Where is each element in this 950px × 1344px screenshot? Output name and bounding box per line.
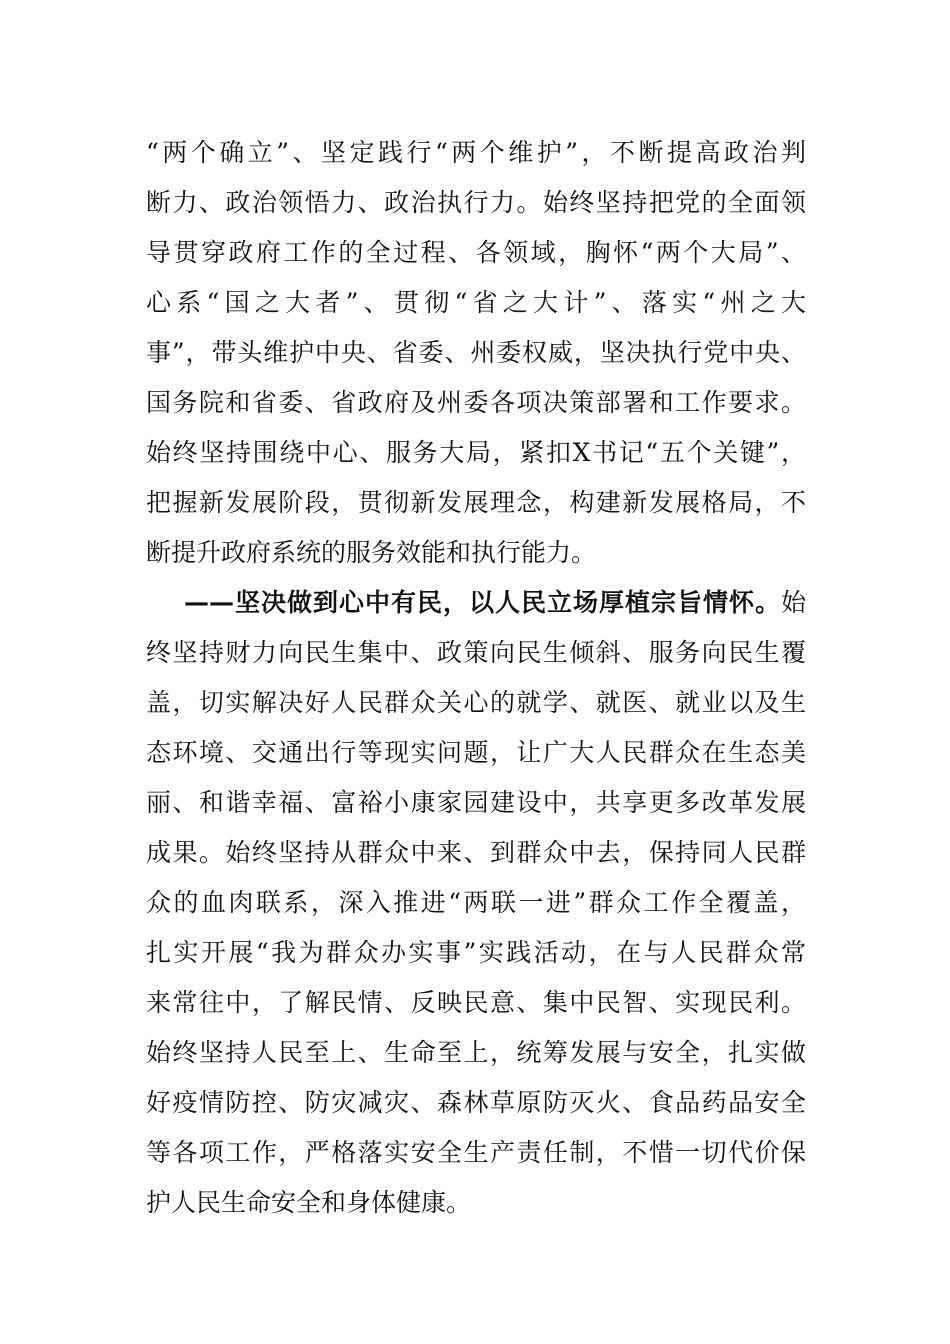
text-line: 国务院和省委、省政府及州委各项决策部署和工作要求。 bbox=[146, 388, 806, 417]
text-line: 心系“国之大者”、贯彻“省之大计”、落实“州之大 bbox=[146, 288, 806, 317]
text-line: 事”，带头维护中央、省委、州委权威，坚决执行党中央、 bbox=[146, 338, 806, 367]
text-line: 态环境、交通出行等现实问题，让广大人民群众在生态美 bbox=[146, 738, 806, 767]
paragraph-1 bbox=[146, 128, 806, 578]
text-line: 扎实开展“我为群众办实事”实践活动，在与人民群众常 bbox=[146, 938, 806, 967]
text-line: 断力、政治领悟力、政治执行力。始终坚持把党的全面领 bbox=[146, 188, 806, 217]
paragraph-2 bbox=[146, 578, 806, 1228]
body-text bbox=[146, 128, 806, 1228]
text-line: 断提升政府系统的服务效能和执行能力。 bbox=[146, 538, 597, 567]
text-line: 把握新发展阶段，贯彻新发展理念，构建新发展格局，不 bbox=[146, 488, 806, 517]
text-line: “两个确立”、坚定践行“两个维护”，不断提高政治判 bbox=[146, 138, 806, 167]
text-line: 始终坚持人民至上、生命至上，统筹发展与安全，扎实做 bbox=[146, 1038, 806, 1067]
text-line: 始终坚持围绕中心、服务大局，紧扣X书记“五个关键”， bbox=[146, 438, 806, 467]
paragraph-heading-line bbox=[184, 578, 806, 628]
text-line: 来常往中，了解民情、反映民意、集中民智、实现民利。 bbox=[146, 988, 806, 1017]
text-line: 终坚持财力向民生集中、政策向民生倾斜、服务向民生覆 bbox=[146, 638, 806, 667]
text-line: 成果。始终坚持从群众中来、到群众中去，保持同人民群 bbox=[146, 838, 806, 867]
text-line: 丽、和谐幸福、富裕小康家园建设中，共享更多改革发展 bbox=[146, 788, 806, 817]
heading-tail-text: 始 bbox=[780, 588, 806, 617]
text-line: 护人民生命安全和身体健康。 bbox=[146, 1188, 472, 1217]
text-line: 导贯穿政府工作的全过程、各领域，胸怀“两个大局”、 bbox=[146, 238, 806, 267]
section-heading: ——坚决做到心中有民，以人民立场厚植宗旨情怀。 bbox=[184, 588, 781, 617]
text-line: 等各项工作，严格落实安全生产责任制，不惜一切代价保 bbox=[146, 1138, 806, 1167]
text-line: 众的血肉联系，深入推进“两联一进”群众工作全覆盖， bbox=[146, 888, 806, 917]
text-line: 盖，切实解决好人民群众关心的就学、就医、就业以及生 bbox=[146, 688, 806, 717]
text-line: 好疫情防控、防灾减灾、森林草原防灭火、食品药品安全 bbox=[146, 1088, 806, 1117]
